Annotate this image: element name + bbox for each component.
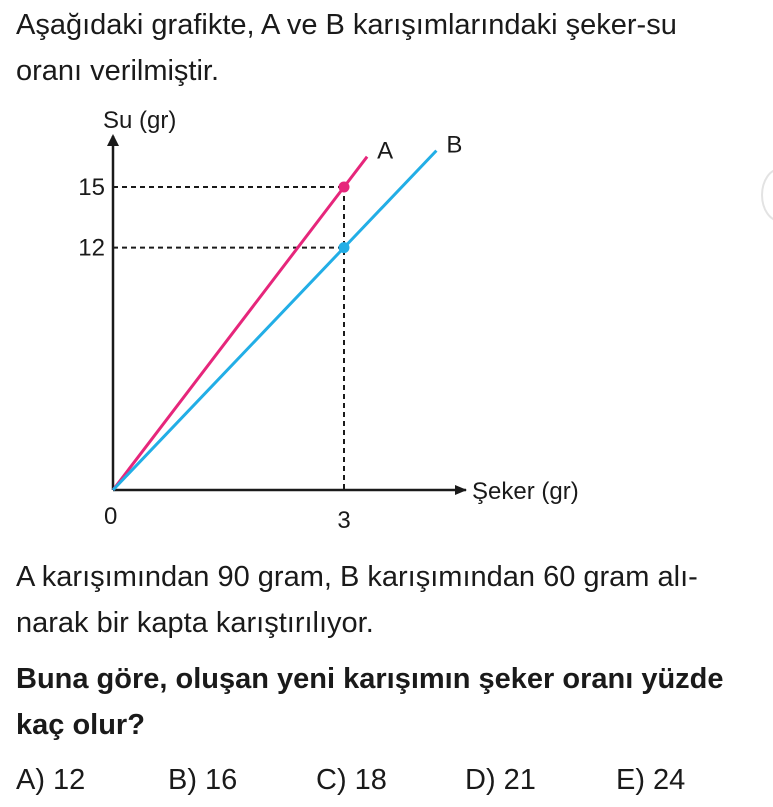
x-tick-label-3: 3 [337,507,351,534]
problem-text [16,554,764,646]
choice-d[interactable]: D) 21 [465,764,536,796]
series-point-b [339,242,350,253]
intro-line-1: Aşağıdaki grafikte, A ve B karışımlarındaki şeker-su [16,9,677,41]
question-line-1: Buna göre, oluşan yeni karışımın şeker oranı yüzde [16,663,724,695]
series-point-a [339,182,350,193]
question-line-2: kaç olur? [16,709,145,741]
x-axis-label: Şeker (gr) [472,478,579,505]
problem-line-1: A karışımından 90 gram, B karışımından 60 gram alı- [16,561,698,593]
choice-c[interactable]: C) 18 [316,764,387,796]
problem-line-2: narak bir kapta karıştırılıyor. [16,607,374,639]
series-label-a: A [377,137,394,165]
series-group [113,132,462,490]
origin-label: 0 [104,503,118,530]
y-axis-arrow-icon [107,134,119,146]
intro-text [16,2,761,94]
choice-b[interactable]: B) 16 [168,764,238,796]
series-line-b [113,151,436,490]
intro-line-2: oranı verilmiştir. [16,55,220,87]
series-line-a [113,157,367,490]
y-tick-label-12: 12 [78,234,105,262]
choice-a[interactable]: A) 12 [16,764,86,796]
y-axis-label: Su (gr) [103,107,177,134]
y-tick-label-15: 15 [78,174,105,201]
question-text [16,656,766,748]
answer-choices [0,764,773,804]
choice-e[interactable]: E) 24 [616,764,686,796]
series-label-b: B [446,131,463,159]
sugar-water-chart [0,100,773,540]
